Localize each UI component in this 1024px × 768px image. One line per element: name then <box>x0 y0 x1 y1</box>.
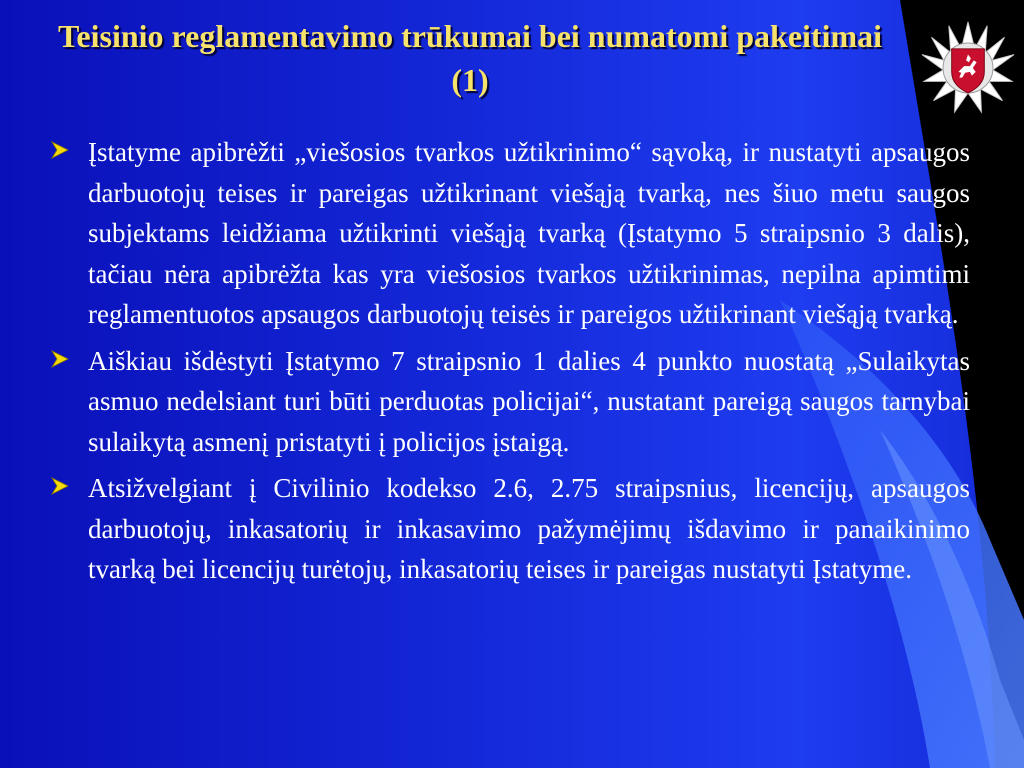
arrow-bullet-icon <box>50 140 70 160</box>
bullet-text: Aiškiau išdėstyti Įstatymo 7 straipsnio 1 dalies 4 punkto nuostatą „Sulaikytas asmuo nedelsiant turi būti perduotas policijai“, nustatant pareigą saugos tarnybai sulaikytą asmenį pristatyti į policijos įstaigą. <box>88 345 970 457</box>
bullet-list <box>46 132 970 596</box>
arrow-bullet-icon <box>50 476 70 496</box>
bullet-text: Įstatyme apibrėžti „viešosios tvarkos užtikrinimo“ sąvoką, ir nustatyti apsaugos darbuotojų teises ir pareigas užtikrinant viešąją tvarką, nes šiuo metu saugos subjektams leidžiama užtikrinti viešąją tvarką (Įstatymo 5 straipsnio 3 dalis), tačiau nėra apibrėžta kas yra viešosios tvarkos užtikrinimas, nepilna apimtimi reglamentuotos apsaugos darbuotojų teisės ir pareigos užtikrinant viešąją tvarką. <box>88 137 970 329</box>
list-item <box>46 341 970 463</box>
police-star-emblem-icon <box>920 20 1016 116</box>
page-title: Teisinio reglamentavimo trūkumai bei numatomi pakeitimai (1) <box>57 18 883 98</box>
list-item <box>46 132 970 335</box>
bullet-text: Atsižvelgiant į Civilinio kodekso 2.6, 2.75 straipsnius, licencijų, apsaugos darbuotojų, inkasatorių ir inkasavimo pažymėjimų išdavimo ir panaikinimo tvarką bei licencijų turėtojų, inkasatorių teises ir pareigas nustatyti Įstatyme. <box>88 473 970 584</box>
list-item <box>46 468 970 590</box>
arrow-bullet-icon <box>50 349 70 369</box>
